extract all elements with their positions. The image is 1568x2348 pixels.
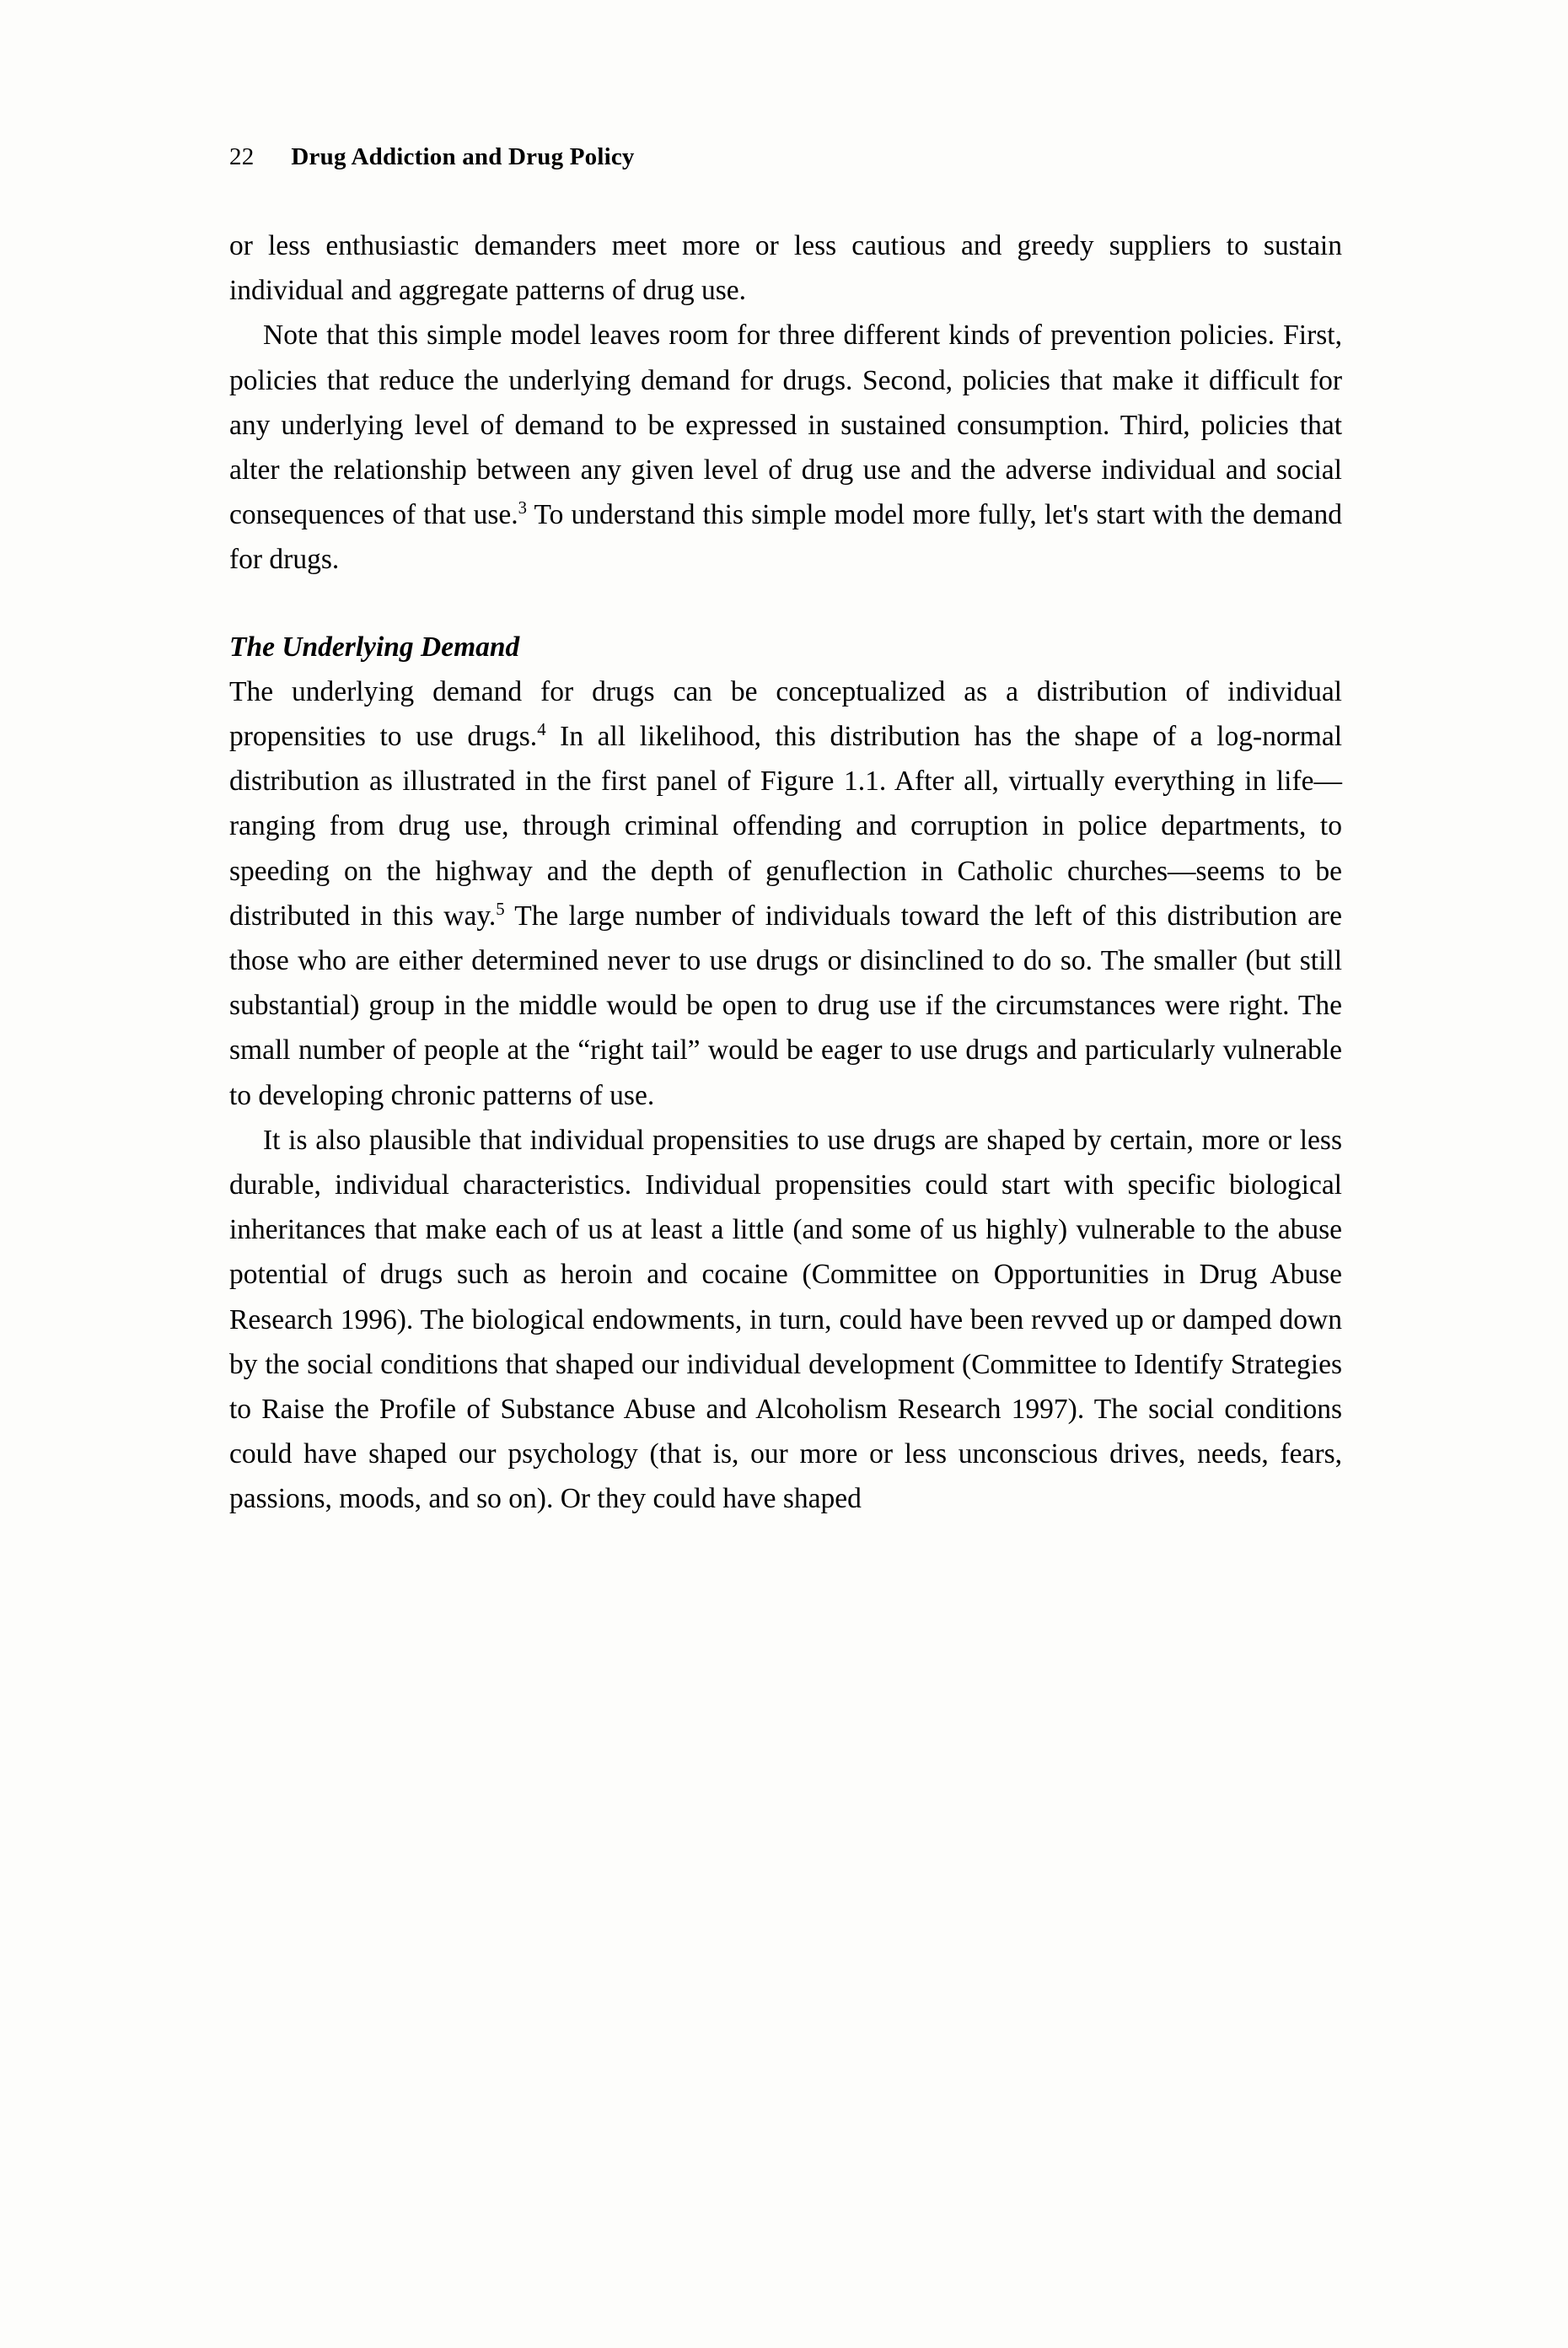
paragraph-4: It is also plausible that individual propensities to use drugs are shaped by certain, more or less durable, individual characteristics. Individual propensities could start with specific biological inheritances that make each of us at least a little (and some of us highly) vulnerable to the abuse potential of drugs such as heroin and cocaine (Committee on Opportunities in Drug Abuse Research 1996). The biological endowments, in turn, could have been revved up or damped down by the social conditions that shaped our individual development (Committee to Identify Strategies to Raise the Profile of Substance Abuse and Alcoholism Research 1997). The social conditions could have shaped our psychology (that is, our more or less unconscious drives, needs, fears, passions, moods, and so on). Or they could have shaped [229,1124,1342,1515]
page-content [229,143,1342,1522]
paragraph-3-text-c: The large number of individuals toward the left of this distribution are those who are either determined never to use drugs or disinclined to do so. The smaller (but still substantial) group in the middle would be open to drug use if the circumstances were right. The small number of people at the “right tail” would be eager to use drugs and particularly vulnerable to developing chronic patterns of use. [229,900,1343,1111]
page-number: 22 [229,143,255,170]
footnote-marker-3: 3 [518,498,528,518]
section-heading: The Underlying Demand [229,631,520,663]
paragraph-3 [229,669,1342,1118]
paragraph-2-text-a: Note that this simple model leaves room for three different kinds of prevention policies. First, policies that reduce the underlying demand for drugs. Second, policies that make it difficult for any underlying level of demand to be expressed in sustained consumption. Third, policies that alter the relationship between any given level of drug use and the adverse individual and social consequences of that use. [229,320,1342,531]
paragraph-3-text-a: The underlying demand for drugs can be conceptualized as a distribution of individual propensities to use drugs. [229,675,1342,753]
footnote-marker-4: 4 [537,719,546,739]
paragraph-2-text-b: To understand this simple model more fully, let's start with the demand for drugs. [229,499,1342,576]
paragraph-2 [229,313,1342,582]
running-head [229,143,1342,171]
paragraph-1: or less enthusiastic demanders meet more or less cautious and greedy suppliers to sustain individual and aggregate patterns of drug use. [229,230,1342,307]
running-title: Drug Addiction and Drug Policy [291,143,635,170]
paragraph-3-text-b: In all likelihood, this distribution has the shape of a log-normal distribution as illustrated in the first panel of Figure 1.1. After all, virtually everything in life—ranging from drug use, through criminal offending and corruption in police departments, to speeding on the highway and the depth of genuflection in Catholic churches—seems to be distributed in this way. [229,721,1343,932]
footnote-marker-5: 5 [496,899,505,919]
